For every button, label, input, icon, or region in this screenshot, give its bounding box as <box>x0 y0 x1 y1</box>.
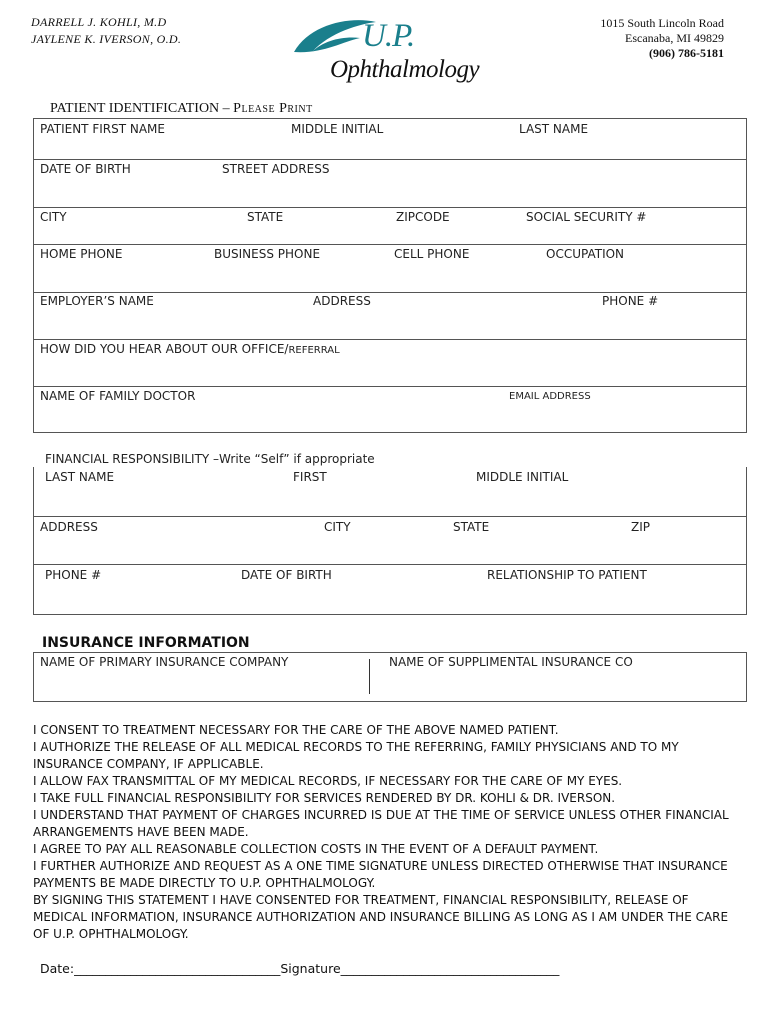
label-fin-state: STATE <box>453 520 490 534</box>
label-fin-first: FIRST <box>293 470 327 484</box>
practice-logo <box>290 12 490 84</box>
label-employer-name: EMPLOYER’S NAME <box>40 294 154 308</box>
consent-line: I TAKE FULL FINANCIAL RESPONSIBILITY FOR SERVICES RENDERED BY DR. KOHLI & DR. IVERSON. <box>33 791 616 805</box>
row-divider <box>34 159 746 160</box>
row-divider <box>34 339 746 340</box>
label-ssn: SOCIAL SECURITY # <box>526 210 647 224</box>
label-fin-phone: PHONE # <box>45 568 102 582</box>
label-fin-city: CITY <box>324 520 351 534</box>
label-cell-phone: CELL PHONE <box>394 247 470 261</box>
signature-row <box>40 961 559 976</box>
label-family-doctor: NAME OF FAMILY DOCTOR <box>40 389 196 403</box>
doctor-name-2: JAYLENE K. IVERSON, O.D. <box>31 32 182 46</box>
label-last-name: LAST NAME <box>519 122 589 136</box>
label-street-address: STREET ADDRESS <box>222 162 330 176</box>
doctor-names <box>31 14 181 48</box>
insurance-divider <box>369 659 370 694</box>
address-line-1: 1015 South Lincoln Road <box>600 16 724 30</box>
consent-line: I ALLOW FAX TRANSMITTAL OF MY MEDICAL RECORDS, IF NECESSARY FOR THE CARE OF MY EYES. <box>33 774 623 788</box>
label-home-phone: HOME PHONE <box>40 247 123 261</box>
date-label: Date: <box>40 961 75 976</box>
label-employer-address: ADDRESS <box>313 294 371 308</box>
label-supplemental-insurance: NAME OF SUPPLIMENTAL INSURANCE CO <box>389 655 633 669</box>
label-employer-phone: PHONE # <box>602 294 659 308</box>
how-hear-text: HOW DID YOU HEAR ABOUT OUR OFFICE/ <box>40 342 289 356</box>
consent-line: I AUTHORIZE THE RELEASE OF ALL MEDICAL RECORDS TO THE REFERRING, FAMILY PHYSICIANS AND TO MY INSURANCE COMPANY, IF APPLICABLE. <box>33 740 679 771</box>
label-primary-insurance: NAME OF PRIMARY INSURANCE COMPANY <box>40 655 289 669</box>
signature-label: Signature <box>280 961 341 976</box>
label-city: CITY <box>40 210 67 224</box>
label-state: STATE <box>247 210 284 224</box>
label-occupation: OCCUPATION <box>546 247 625 261</box>
insurance-title: INSURANCE INFORMATION <box>42 635 250 651</box>
logo-subtitle: Ophthalmology <box>330 56 480 83</box>
label-fin-address: ADDRESS <box>40 520 98 534</box>
row-divider <box>34 516 746 517</box>
logo-brand: U.P. <box>362 18 415 54</box>
row-divider <box>34 244 746 245</box>
patient-id-box <box>33 118 747 433</box>
practice-address <box>600 16 724 61</box>
label-email-address: EMAIL ADDRESS <box>509 391 591 402</box>
label-middle-initial: MIDDLE INITIAL <box>291 122 384 136</box>
label-fin-middle-initial: MIDDLE INITIAL <box>476 470 569 484</box>
financial-box <box>33 467 747 615</box>
financial-title: FINANCIAL RESPONSIBILITY –Write “Self” if appropriate <box>45 452 375 466</box>
label-patient-first-name: PATIENT FIRST NAME <box>40 122 165 136</box>
label-how-did-you-hear <box>40 342 340 356</box>
doctor-name-1: DARRELL J. KOHLI, M.D <box>31 15 167 29</box>
row-divider <box>34 386 746 387</box>
label-fin-relationship: RELATIONSHIP TO PATIENT <box>487 568 647 582</box>
label-fin-zip: ZIP <box>631 520 650 534</box>
consent-line: I CONSENT TO TREATMENT NECESSARY FOR THE CARE OF THE ABOVE NAMED PATIENT. <box>33 723 559 737</box>
patient-id-title <box>50 101 313 117</box>
row-divider <box>34 292 746 293</box>
patient-id-title-main: PATIENT IDENTIFICATION – <box>50 101 234 116</box>
practice-phone: (906) 786-5181 <box>649 46 724 60</box>
referral-text: REFERRAL <box>288 345 340 356</box>
signature-line[interactable]: ___________________________________ <box>340 961 560 976</box>
label-fin-dob: DATE OF BIRTH <box>241 568 332 582</box>
consent-line: I AGREE TO PAY ALL REASONABLE COLLECTION COSTS IN THE EVENT OF A DEFAULT PAYMENT. <box>33 842 599 856</box>
consent-line: BY SIGNING THIS STATEMENT I HAVE CONSENTED FOR TREATMENT, FINANCIAL RESPONSIBILITY, RELEASE OF MEDICAL INFORMATION, INSURANCE AUTHORIZATION AND INSURANCE BILLING AS LONG AS I AM UNDER THE CARE OF U.P. OPHTHALMOLOGY. <box>33 893 729 941</box>
consent-line: I FURTHER AUTHORIZE AND REQUEST AS A ONE TIME SIGNATURE UNLESS DIRECTED OTHERWISE THAT INSURANCE PAYMENTS BE MADE DIRECTLY TO U.P. OPHTHALMOLOGY. <box>33 859 728 890</box>
label-business-phone: BUSINESS PHONE <box>214 247 321 261</box>
label-fin-last-name: LAST NAME <box>45 470 115 484</box>
consent-line: I UNDERSTAND THAT PAYMENT OF CHARGES INCURRED IS DUE AT THE TIME OF SERVICE UNLESS OTHER FINANCIAL ARRANGEMENTS HAVE BEEN MADE. <box>33 808 729 839</box>
please-print-note: Please Print <box>233 101 313 116</box>
date-line[interactable]: _________________________________ <box>74 961 281 976</box>
consent-statements <box>33 722 743 943</box>
address-line-2: Escanaba, MI 49829 <box>625 31 724 45</box>
row-divider <box>34 207 746 208</box>
label-date-of-birth: DATE OF BIRTH <box>40 162 131 176</box>
row-divider <box>34 564 746 565</box>
label-zipcode: ZIPCODE <box>396 210 450 224</box>
